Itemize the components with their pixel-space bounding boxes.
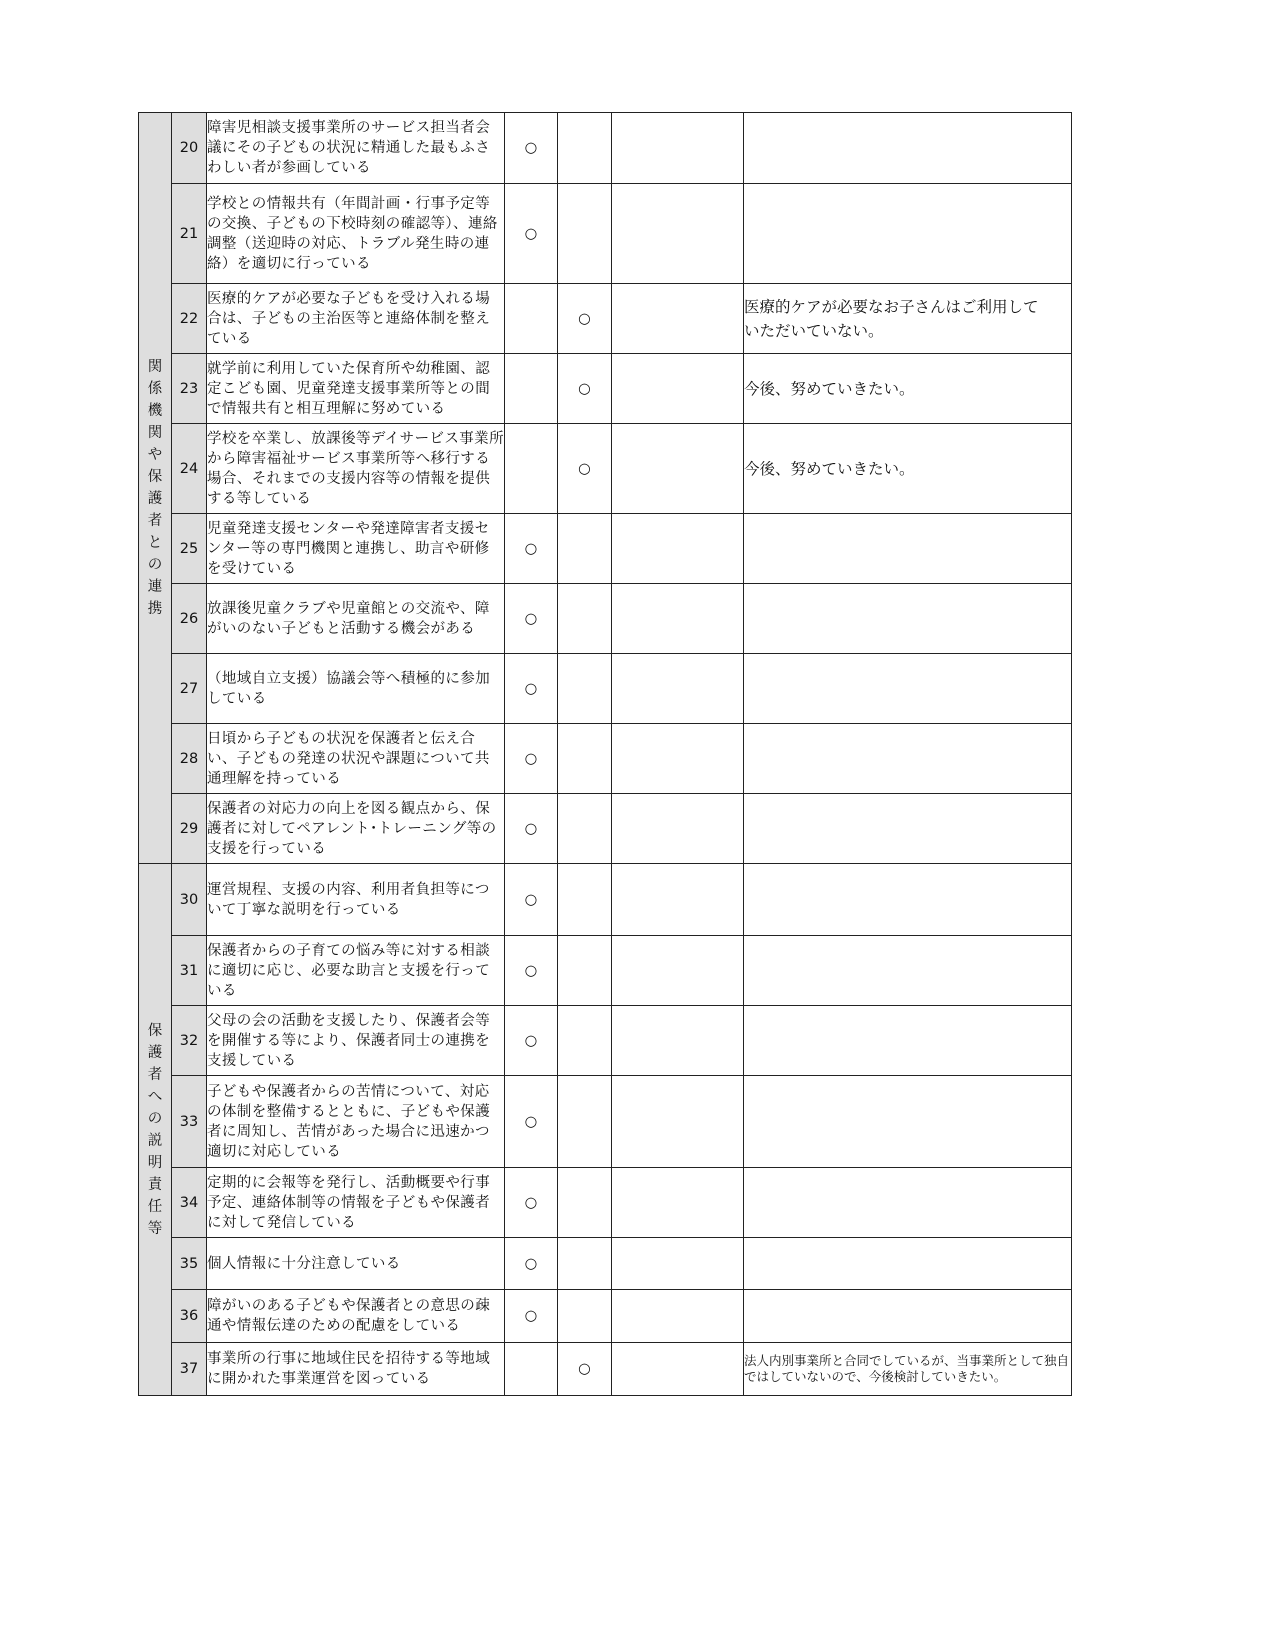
mark-no-cell xyxy=(558,184,612,284)
item-number: 28 xyxy=(172,724,207,794)
mark-no-cell xyxy=(558,1006,612,1076)
mark-no-cell: ○ xyxy=(558,424,612,514)
item-number: 23 xyxy=(172,354,207,424)
comment-cell xyxy=(744,864,1072,936)
table-row xyxy=(139,1168,1072,1238)
blank-cell xyxy=(612,1006,744,1076)
item-text: 学校を卒業し、放課後等デイサービス事業所から障害福祉サービス事業所等へ移行する場合、それまでの支援内容等の情報を提供する等している xyxy=(207,424,505,514)
mark-no-cell xyxy=(558,864,612,936)
blank-cell xyxy=(612,936,744,1006)
table-row xyxy=(139,864,1072,936)
item-number: 21 xyxy=(172,184,207,284)
comment-cell xyxy=(744,184,1072,284)
comment-cell xyxy=(744,1238,1072,1290)
comment-cell: 今後、努めていきたい。 xyxy=(744,424,1072,514)
item-number: 31 xyxy=(172,936,207,1006)
comment-cell xyxy=(744,1006,1072,1076)
mark-no-cell xyxy=(558,1238,612,1290)
mark-no-cell xyxy=(558,724,612,794)
item-text: 運営規程、支援の内容、利用者負担等について丁寧な説明を行っている xyxy=(207,864,505,936)
item-text: 障がいのある子どもや保護者との意思の疎通や情報伝達のための配慮をしている xyxy=(207,1290,505,1343)
table-row xyxy=(139,514,1072,584)
item-text: 個人情報に十分注意している xyxy=(207,1238,505,1290)
blank-cell xyxy=(612,514,744,584)
blank-cell xyxy=(612,354,744,424)
item-text: 学校との情報共有（年間計画・行事予定等の交換、子どもの下校時刻の確認等）、連絡調整（送迎時の対応、トラブル発生時の連絡）を適切に行っている xyxy=(207,184,505,284)
mark-no-cell: ○ xyxy=(558,284,612,354)
table-row xyxy=(139,1343,1072,1396)
blank-cell xyxy=(612,1238,744,1290)
item-text: 放課後児童クラブや児童館との交流や、障がいのない子どもと活動する機会がある xyxy=(207,584,505,654)
item-number: 30 xyxy=(172,864,207,936)
mark-no-cell: ○ xyxy=(558,1343,612,1396)
mark-no-cell xyxy=(558,1290,612,1343)
comment-cell xyxy=(744,1076,1072,1168)
table-row xyxy=(139,424,1072,514)
table-row xyxy=(139,354,1072,424)
comment-cell xyxy=(744,794,1072,864)
blank-cell xyxy=(612,113,744,184)
blank-cell xyxy=(612,1290,744,1343)
item-number: 32 xyxy=(172,1006,207,1076)
item-text: 事業所の行事に地域住民を招待する等地域に開かれた事業運営を図っている xyxy=(207,1343,505,1396)
item-text: 保護者からの子育ての悩み等に対する相談に適切に応じ、必要な助言と支援を行っている xyxy=(207,936,505,1006)
mark-yes-cell: ○ xyxy=(505,864,558,936)
table-row xyxy=(139,113,1072,184)
comment-cell: 今後、努めていきたい。 xyxy=(744,354,1072,424)
category-cell xyxy=(139,864,172,1396)
item-number: 26 xyxy=(172,584,207,654)
mark-no-cell xyxy=(558,1076,612,1168)
item-text: 医療的ケアが必要な子どもを受け入れる場合は、子どもの主治医等と連絡体制を整えている xyxy=(207,284,505,354)
item-number: 34 xyxy=(172,1168,207,1238)
mark-yes-cell xyxy=(505,1343,558,1396)
item-number: 25 xyxy=(172,514,207,584)
comment-cell xyxy=(744,1168,1072,1238)
blank-cell xyxy=(612,864,744,936)
blank-cell xyxy=(612,654,744,724)
table-row xyxy=(139,1290,1072,1343)
item-text: 父母の会の活動を支援したり、保護者会等を開催する等により、保護者同士の連携を支援している xyxy=(207,1006,505,1076)
mark-yes-cell: ○ xyxy=(505,113,558,184)
mark-yes-cell xyxy=(505,424,558,514)
comment-cell xyxy=(744,654,1072,724)
item-number: 24 xyxy=(172,424,207,514)
item-text: 障害児相談支援事業所のサービス担当者会議にその子どもの状況に精通した最もふさわしい者が参画している xyxy=(207,113,505,184)
item-text: 子どもや保護者からの苦情について、対応の体制を整備するとともに、子どもや保護者に周知し、苦情があった場合に迅速かつ適切に対応している xyxy=(207,1076,505,1168)
blank-cell xyxy=(612,724,744,794)
table-row xyxy=(139,936,1072,1006)
mark-yes-cell: ○ xyxy=(505,654,558,724)
comment-cell: 法人内別事業所と合同でしているが、当事業所として独自ではしていないので、今後検討していきたい。 xyxy=(744,1343,1072,1396)
mark-no-cell xyxy=(558,654,612,724)
comment-cell xyxy=(744,514,1072,584)
mark-yes-cell: ○ xyxy=(505,936,558,1006)
table-row xyxy=(139,724,1072,794)
blank-cell xyxy=(612,794,744,864)
item-number: 22 xyxy=(172,284,207,354)
item-number: 35 xyxy=(172,1238,207,1290)
mark-no-cell xyxy=(558,514,612,584)
mark-no-cell xyxy=(558,584,612,654)
blank-cell xyxy=(612,424,744,514)
table-row xyxy=(139,654,1072,724)
mark-no-cell xyxy=(558,113,612,184)
mark-yes-cell: ○ xyxy=(505,184,558,284)
table-row xyxy=(139,1238,1072,1290)
comment-cell xyxy=(744,584,1072,654)
blank-cell xyxy=(612,184,744,284)
item-number: 37 xyxy=(172,1343,207,1396)
item-number: 20 xyxy=(172,113,207,184)
comment-cell xyxy=(744,113,1072,184)
item-text: 就学前に利用していた保育所や幼稚園、認定こども園、児童発達支援事業所等との間で情報共有と相互理解に努めている xyxy=(207,354,505,424)
item-number: 29 xyxy=(172,794,207,864)
evaluation-table xyxy=(138,112,1072,1396)
mark-yes-cell xyxy=(505,284,558,354)
mark-yes-cell: ○ xyxy=(505,1076,558,1168)
item-number: 33 xyxy=(172,1076,207,1168)
mark-yes-cell: ○ xyxy=(505,724,558,794)
blank-cell xyxy=(612,584,744,654)
comment-cell xyxy=(744,724,1072,794)
blank-cell xyxy=(612,1343,744,1396)
table-row xyxy=(139,1006,1072,1076)
mark-yes-cell: ○ xyxy=(505,1006,558,1076)
item-number: 36 xyxy=(172,1290,207,1343)
comment-cell: 医療的ケアが必要なお子さんはご利用して いただいていない。 xyxy=(744,284,1072,354)
item-number: 27 xyxy=(172,654,207,724)
item-text: 保護者の対応力の向上を図る観点から、保護者に対してペアレント･トレーニング等の支援を行っている xyxy=(207,794,505,864)
blank-cell xyxy=(612,284,744,354)
blank-cell xyxy=(612,1168,744,1238)
comment-cell xyxy=(744,1290,1072,1343)
category-cell xyxy=(139,113,172,864)
item-text: 定期的に会報等を発行し、活動概要や行事予定、連絡体制等の情報を子どもや保護者に対して発信している xyxy=(207,1168,505,1238)
mark-yes-cell xyxy=(505,354,558,424)
mark-yes-cell: ○ xyxy=(505,584,558,654)
mark-yes-cell: ○ xyxy=(505,1168,558,1238)
table-row xyxy=(139,284,1072,354)
table-row xyxy=(139,584,1072,654)
mark-no-cell xyxy=(558,1168,612,1238)
blank-cell xyxy=(612,1076,744,1168)
table-row xyxy=(139,184,1072,284)
category-label: 保護者への説明責任等 xyxy=(147,1022,163,1237)
comment-cell xyxy=(744,936,1072,1006)
item-text: 児童発達支援センターや発達障害者支援センター等の専門機関と連携し、助言や研修を受けている xyxy=(207,514,505,584)
mark-yes-cell: ○ xyxy=(505,1290,558,1343)
item-text: （地域自立支援）協議会等へ積極的に参加している xyxy=(207,654,505,724)
mark-no-cell xyxy=(558,794,612,864)
mark-yes-cell: ○ xyxy=(505,794,558,864)
item-text: 日頃から子どもの状況を保護者と伝え合い、子どもの発達の状況や課題について共通理解を持っている xyxy=(207,724,505,794)
mark-yes-cell: ○ xyxy=(505,1238,558,1290)
table-row xyxy=(139,794,1072,864)
table-row xyxy=(139,1076,1072,1168)
category-label: 関係機関や保護者との連携 xyxy=(147,359,163,617)
mark-no-cell: ○ xyxy=(558,354,612,424)
mark-no-cell xyxy=(558,936,612,1006)
mark-yes-cell: ○ xyxy=(505,514,558,584)
